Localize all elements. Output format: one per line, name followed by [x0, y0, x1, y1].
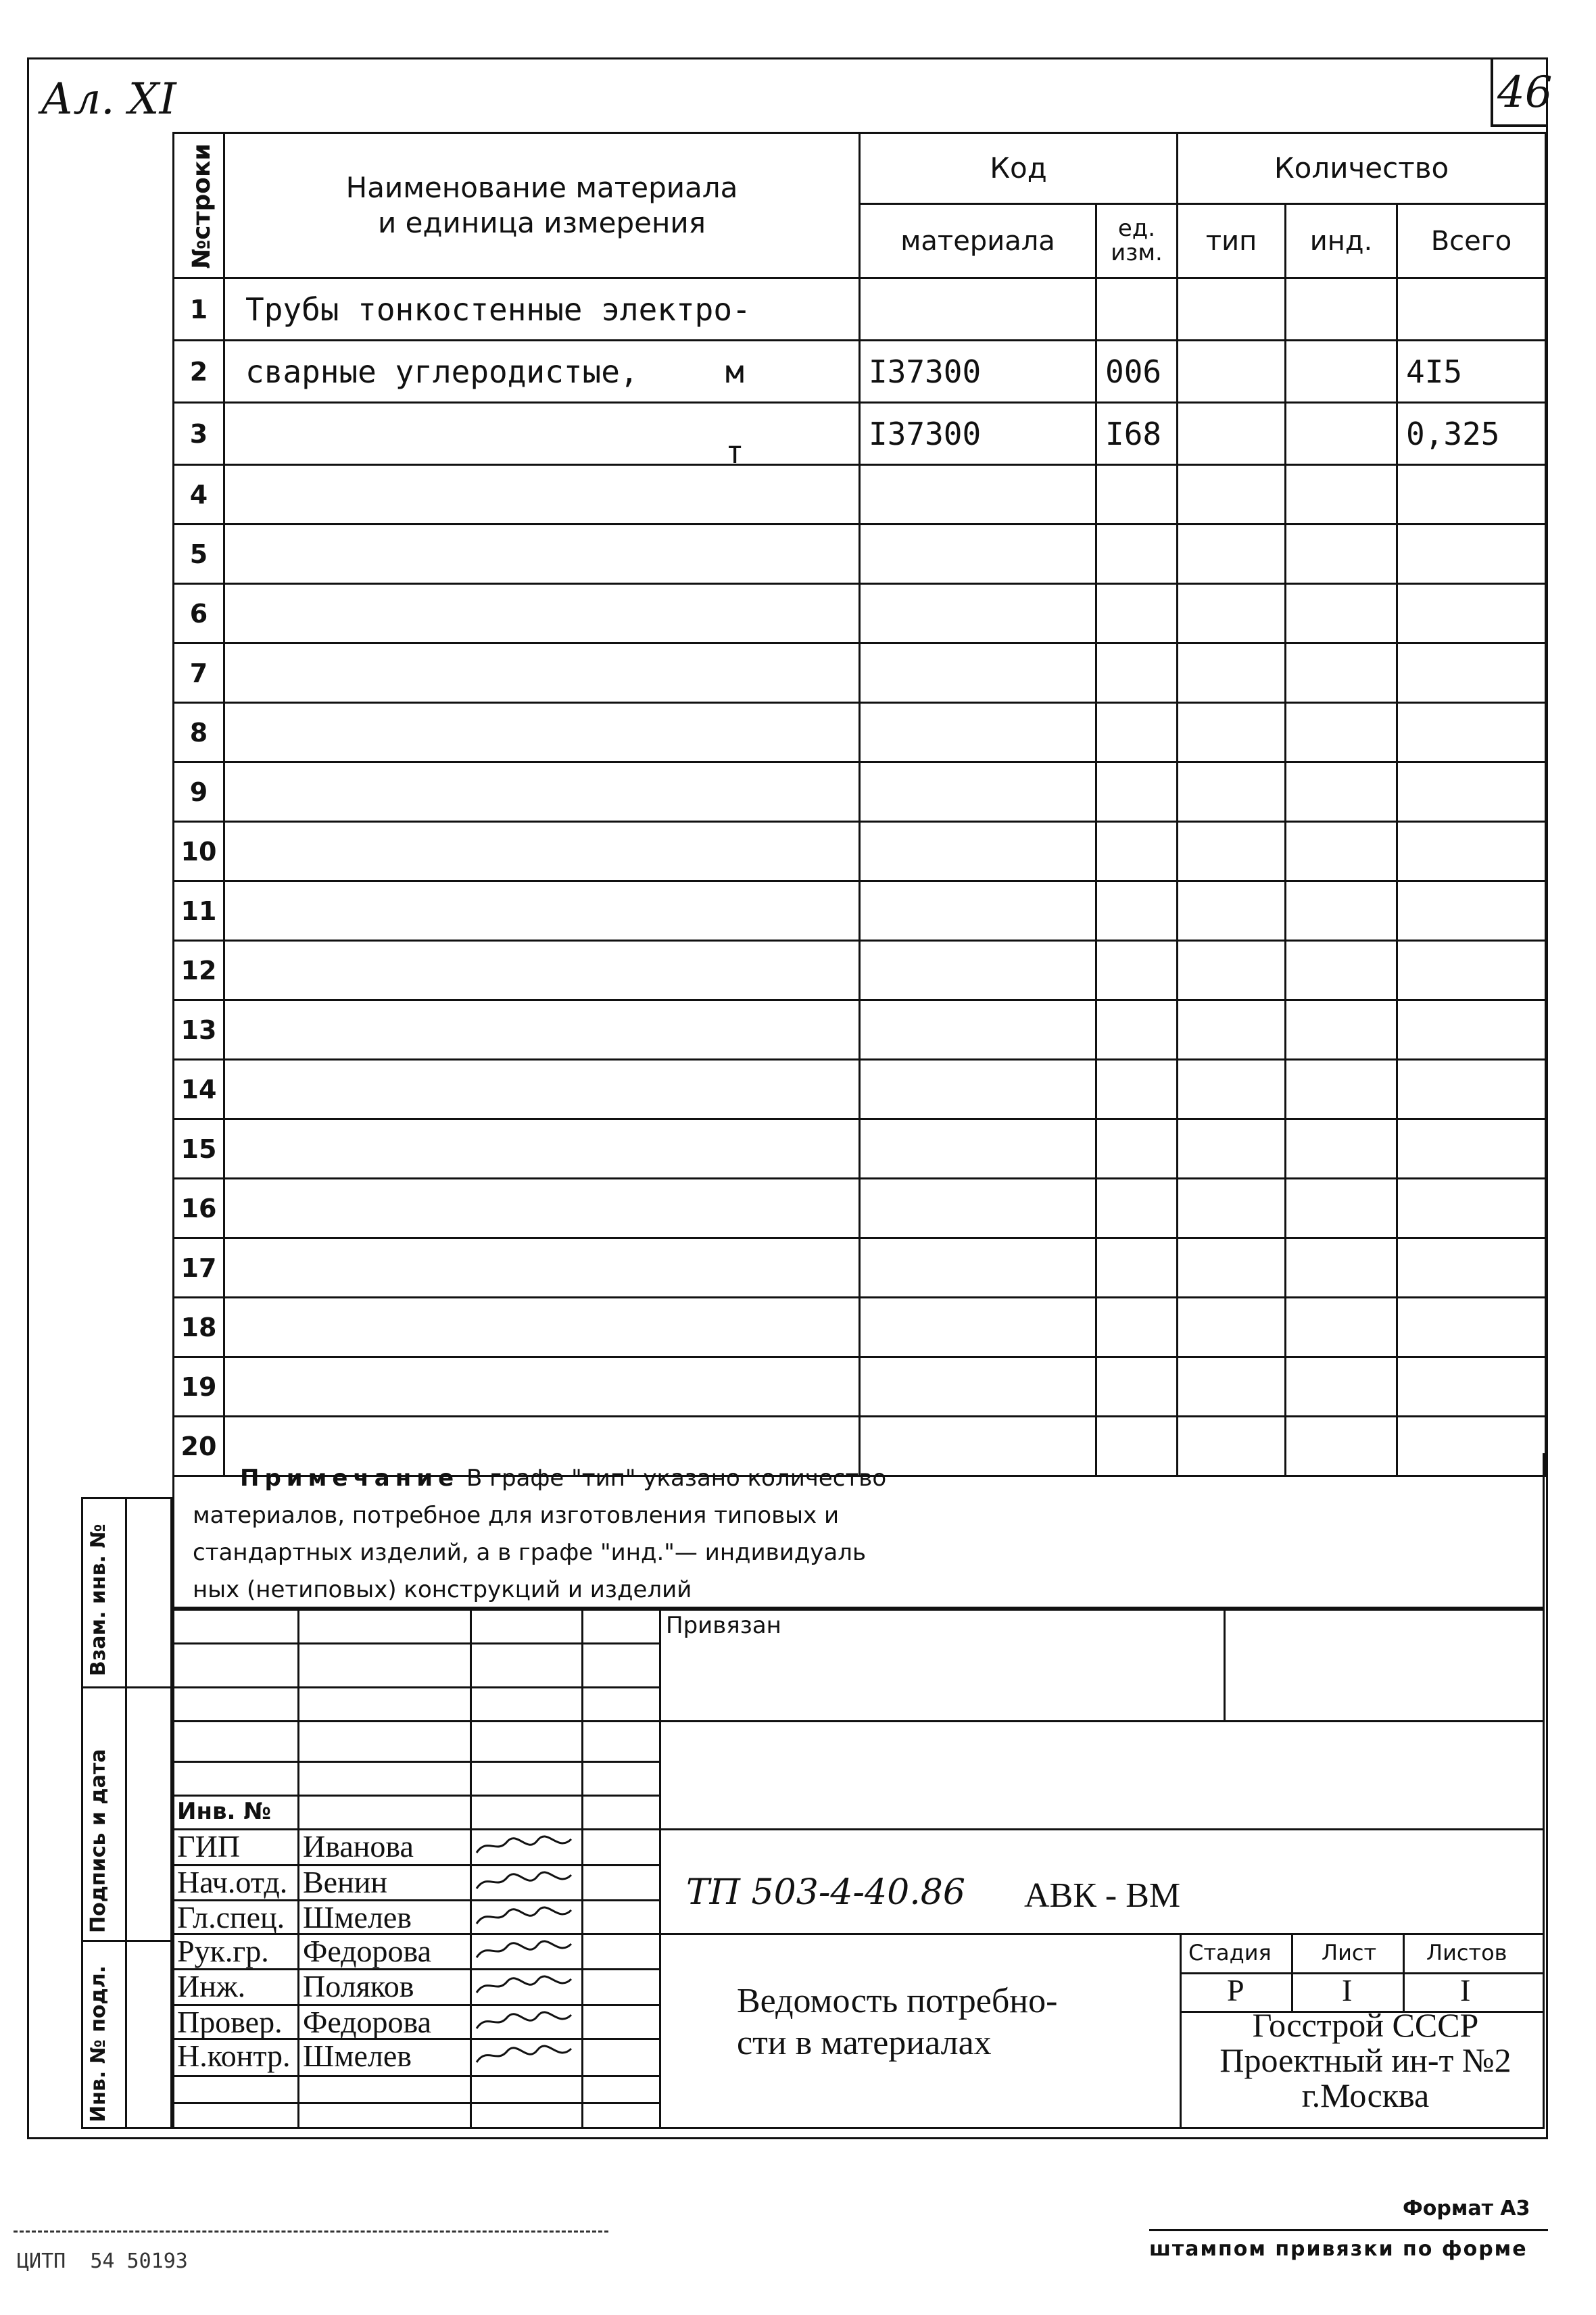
- row-name: [224, 762, 860, 822]
- stage-label: Стадия: [1188, 1940, 1272, 1966]
- row-unit-code: [1096, 703, 1178, 762]
- doc-title: [737, 1980, 1057, 2064]
- row-unit-code: [1096, 465, 1178, 525]
- row-qty-type: [1178, 643, 1286, 703]
- signature-role: Провер.: [177, 2005, 283, 2039]
- signature-name: Шмелев: [303, 2039, 412, 2073]
- table-row: [174, 1000, 1546, 1060]
- row-qty-ind: [1286, 1060, 1397, 1119]
- format-label: Формат А3: [1403, 2197, 1530, 2220]
- sheet-label: Лист: [1322, 1940, 1377, 1966]
- row-code: [860, 584, 1096, 643]
- table-row: [174, 341, 1546, 403]
- code-unit-header: ед. изм.: [1096, 204, 1178, 278]
- row-qty-ind: [1286, 1238, 1397, 1298]
- privyazan-label: Привязан: [666, 1612, 781, 1639]
- row-code: [860, 1119, 1096, 1179]
- row-number: 6: [174, 584, 224, 643]
- table-row: [174, 1298, 1546, 1357]
- note-line3: стандартных изделий, а в графе "инд."— индивидуаль: [193, 1539, 867, 1566]
- table-row: [174, 584, 1546, 643]
- organization: [1190, 2007, 1541, 2113]
- table-row: [174, 822, 1546, 881]
- row-qty-ind: [1286, 762, 1397, 822]
- row-number: 3: [174, 403, 224, 465]
- signature-role: Инж.: [177, 1969, 246, 2003]
- table-row: [174, 941, 1546, 1000]
- row-qty-total: [1397, 1060, 1546, 1119]
- org-line3: г.Москва: [1301, 2076, 1430, 2114]
- row-unit-code: [1096, 1298, 1178, 1357]
- row-unit-code: [1096, 1119, 1178, 1179]
- signature-name: Поляков: [303, 1969, 414, 2003]
- table-row: [174, 703, 1546, 762]
- row-unit-code: [1096, 525, 1178, 584]
- signature-name: Шмелев: [303, 1900, 412, 1934]
- row-qty-type: [1178, 584, 1286, 643]
- row-qty-total: 0,325: [1397, 403, 1546, 465]
- row-qty-total: 4I5: [1397, 341, 1546, 403]
- row-qty-ind: [1286, 1357, 1397, 1417]
- doc-title-line1: Ведомость потребно-: [737, 1982, 1058, 2020]
- row-qty-type: [1178, 822, 1286, 881]
- row-number: 5: [174, 525, 224, 584]
- signature-scribble: [473, 1939, 575, 1963]
- row-qty-total: [1397, 1179, 1546, 1238]
- footer-dashed-rule: [14, 2231, 608, 2233]
- row-code: [860, 762, 1096, 822]
- row-unit-code: [1096, 941, 1178, 1000]
- row-number: 1: [174, 278, 224, 341]
- row-unit-code: [1096, 1000, 1178, 1060]
- table-row: [174, 525, 1546, 584]
- row-qty-ind: [1286, 703, 1397, 762]
- org-line1: Госстрой СССР: [1252, 2006, 1479, 2044]
- row-qty-total: [1397, 1238, 1546, 1298]
- row-code: [860, 1060, 1096, 1119]
- sheets-value: I: [1460, 1973, 1471, 2007]
- row-name: [224, 1060, 860, 1119]
- row-code: [860, 1179, 1096, 1238]
- row-number: 13: [174, 1000, 224, 1060]
- row-code: [860, 525, 1096, 584]
- row-qty-type: [1178, 881, 1286, 941]
- row-qty-ind: [1286, 1119, 1397, 1179]
- row-name: [224, 584, 860, 643]
- stamp-note: штампом привязки по форме: [1149, 2237, 1528, 2261]
- row-code: [860, 278, 1096, 341]
- row-qty-ind: [1286, 941, 1397, 1000]
- signature-name: Иванова: [303, 1829, 414, 1863]
- table-row: [174, 1357, 1546, 1417]
- row-qty-total: [1397, 941, 1546, 1000]
- row-number: 19: [174, 1357, 224, 1417]
- sheets-label: Листов: [1426, 1940, 1507, 1966]
- doc-code: ТП 503-4-40.86: [686, 1872, 965, 1913]
- qty-ind-header: инд.: [1286, 204, 1397, 278]
- row-unit-code: 006: [1096, 341, 1178, 403]
- table-row: [174, 465, 1546, 525]
- row-qty-type: [1178, 403, 1286, 465]
- row-number: 17: [174, 1238, 224, 1298]
- row-qty-ind: [1286, 341, 1397, 403]
- signature-name: Венин: [303, 1865, 387, 1899]
- note-line1: В графе "тип" указано количество: [466, 1465, 887, 1492]
- footer-rule: [1149, 2229, 1548, 2231]
- row-code: [860, 1298, 1096, 1357]
- row-number: 11: [174, 881, 224, 941]
- note-heading: Примечание: [240, 1465, 460, 1492]
- row-qty-total: [1397, 1119, 1546, 1179]
- row-unit-code: [1096, 584, 1178, 643]
- row-qty-total: [1397, 278, 1546, 341]
- row-name: [224, 278, 860, 341]
- org-line2: Проектный ин-т №2: [1219, 2041, 1512, 2079]
- table-row: [174, 1119, 1546, 1179]
- row-number: 20: [174, 1417, 224, 1476]
- side-label-podpis: Подпись и дата: [87, 1749, 110, 1933]
- row-qty-total: [1397, 643, 1546, 703]
- signature-scribble: [473, 1834, 575, 1858]
- row-code: [860, 703, 1096, 762]
- row-qty-total: [1397, 703, 1546, 762]
- row-name-text: сварные углеродистые,: [245, 353, 639, 390]
- row-qty-type: [1178, 465, 1286, 525]
- signature-role: Гл.спец.: [177, 1900, 285, 1934]
- row-qty-type: [1178, 1238, 1286, 1298]
- row-code: [860, 941, 1096, 1000]
- doc-title-line2: сти в материалах: [737, 2024, 992, 2062]
- row-name: [224, 341, 860, 403]
- row-name: [224, 525, 860, 584]
- signature-role: Рук.гр.: [177, 1934, 269, 1968]
- row-qty-type: [1178, 278, 1286, 341]
- sheet-ref: Ал. XI: [41, 74, 176, 124]
- signature-role: Н.контр.: [177, 2039, 291, 2073]
- row-qty-type: [1178, 1000, 1286, 1060]
- row-qty-type: [1178, 1119, 1286, 1179]
- row-qty-total: [1397, 1298, 1546, 1357]
- row-qty-ind: [1286, 1298, 1397, 1357]
- note-line4: ных (нетиповых) конструкций и изделий: [193, 1576, 692, 1603]
- printer-code: ЦИТП 54 50193: [17, 2249, 188, 2273]
- doc-suffix: АВК - ВМ: [1024, 1876, 1181, 1915]
- row-qty-total: [1397, 881, 1546, 941]
- row-code: [860, 1357, 1096, 1417]
- row-name: [224, 1357, 860, 1417]
- name-header: [224, 133, 860, 278]
- row-unit-code: [1096, 643, 1178, 703]
- signature-scribble: [473, 1974, 575, 1998]
- row-no-header: [174, 133, 224, 278]
- row-code: [860, 1238, 1096, 1298]
- row-no-label: №строки: [188, 143, 216, 269]
- row-qty-ind: [1286, 465, 1397, 525]
- row-qty-total: [1397, 1000, 1546, 1060]
- row-name: [224, 1179, 860, 1238]
- row-number: 12: [174, 941, 224, 1000]
- table-row: [174, 1060, 1546, 1119]
- row-code: [860, 881, 1096, 941]
- row-name: [224, 465, 860, 525]
- code-material-header: материала: [860, 204, 1096, 278]
- row-number: 4: [174, 465, 224, 525]
- row-name: [224, 703, 860, 762]
- row-unit-code: [1096, 1060, 1178, 1119]
- row-number: 2: [174, 341, 224, 403]
- signature-scribble: [473, 2043, 575, 2068]
- row-qty-ind: [1286, 584, 1397, 643]
- page-number: 46: [1497, 68, 1553, 118]
- row-unit-code: [1096, 762, 1178, 822]
- row-name-text: Трубы тонкостенные электро-: [245, 291, 751, 328]
- note-line2: материалов, потребное для изготовления типовых и: [193, 1502, 840, 1529]
- row-qty-ind: [1286, 1179, 1397, 1238]
- row-number: 18: [174, 1298, 224, 1357]
- row-number: 7: [174, 643, 224, 703]
- row-qty-type: [1178, 762, 1286, 822]
- row-qty-ind: [1286, 403, 1397, 465]
- table-row: [174, 1238, 1546, 1298]
- row-qty-total: [1397, 584, 1546, 643]
- row-code: [860, 643, 1096, 703]
- signature-role: ГИП: [177, 1829, 241, 1863]
- row-qty-type: [1178, 1298, 1286, 1357]
- row-qty-total: [1397, 1357, 1546, 1417]
- name-header-line2: и единица измерения: [378, 206, 706, 239]
- row-qty-type: [1178, 1060, 1286, 1119]
- row-name: [224, 1000, 860, 1060]
- row-code: [860, 1000, 1096, 1060]
- row-unit-text: т: [725, 433, 744, 465]
- row-qty-type: [1178, 1179, 1286, 1238]
- row-qty-type: [1178, 1357, 1286, 1417]
- table-row: [174, 278, 1546, 341]
- materials-table: [172, 132, 1547, 1477]
- row-unit-code: [1096, 278, 1178, 341]
- row-qty-total: [1397, 525, 1546, 584]
- row-number: 10: [174, 822, 224, 881]
- row-code: [860, 465, 1096, 525]
- row-number: 16: [174, 1179, 224, 1238]
- row-unit-code: [1096, 1357, 1178, 1417]
- side-label-inv: Инв. № подл.: [87, 1965, 110, 2122]
- row-qty-type: [1178, 941, 1286, 1000]
- row-qty-ind: [1286, 881, 1397, 941]
- row-qty-ind: [1286, 1000, 1397, 1060]
- signature-name: Федорова: [303, 1934, 432, 1968]
- row-number: 9: [174, 762, 224, 822]
- row-qty-ind: [1286, 643, 1397, 703]
- code-header: Код: [860, 133, 1178, 204]
- table-row: [174, 881, 1546, 941]
- signature-name: Федорова: [303, 2005, 432, 2039]
- row-unit-code: [1096, 1179, 1178, 1238]
- row-name: [224, 1119, 860, 1179]
- row-code: I37300: [860, 403, 1096, 465]
- row-qty-total: [1397, 465, 1546, 525]
- table-row: [174, 1179, 1546, 1238]
- row-name: [224, 1298, 860, 1357]
- inv-no-label: Инв. №: [177, 1798, 272, 1825]
- signature-scribble: [473, 2009, 575, 2034]
- table-row: [174, 403, 1546, 465]
- row-name: [224, 822, 860, 881]
- row-unit-code: I68: [1096, 403, 1178, 465]
- row-name: [224, 643, 860, 703]
- row-unit-code: [1096, 822, 1178, 881]
- table-row: [174, 643, 1546, 703]
- row-number: 14: [174, 1060, 224, 1119]
- row-unit-text: м: [725, 353, 744, 390]
- row-name: [224, 881, 860, 941]
- row-number: 8: [174, 703, 224, 762]
- row-qty-ind: [1286, 525, 1397, 584]
- row-qty-ind: [1286, 822, 1397, 881]
- table-row: [174, 762, 1546, 822]
- row-name: [224, 1238, 860, 1298]
- row-number: 15: [174, 1119, 224, 1179]
- stage-value: Р: [1227, 1973, 1244, 2007]
- row-name: [224, 403, 860, 465]
- row-unit-code: [1096, 881, 1178, 941]
- row-qty-ind: [1286, 278, 1397, 341]
- qty-total-header: Всего: [1397, 204, 1546, 278]
- name-header-line1: Наименование материала: [345, 170, 738, 204]
- qty-type-header: тип: [1178, 204, 1286, 278]
- signature-role: Нач.отд.: [177, 1865, 288, 1899]
- quantity-header: Количество: [1178, 133, 1546, 204]
- note-text: [193, 1460, 886, 1609]
- side-label-vzam: Взам. инв. №: [87, 1524, 110, 1676]
- row-qty-type: [1178, 525, 1286, 584]
- row-qty-type: [1178, 703, 1286, 762]
- sheet-value: I: [1342, 1973, 1353, 2007]
- row-qty-total: [1397, 822, 1546, 881]
- row-code: I37300: [860, 341, 1096, 403]
- row-code: [860, 822, 1096, 881]
- signature-scribble: [473, 1905, 575, 1929]
- row-unit-code: [1096, 1238, 1178, 1298]
- row-name: [224, 941, 860, 1000]
- signature-scribble: [473, 1870, 575, 1894]
- row-qty-type: [1178, 341, 1286, 403]
- row-qty-total: [1397, 762, 1546, 822]
